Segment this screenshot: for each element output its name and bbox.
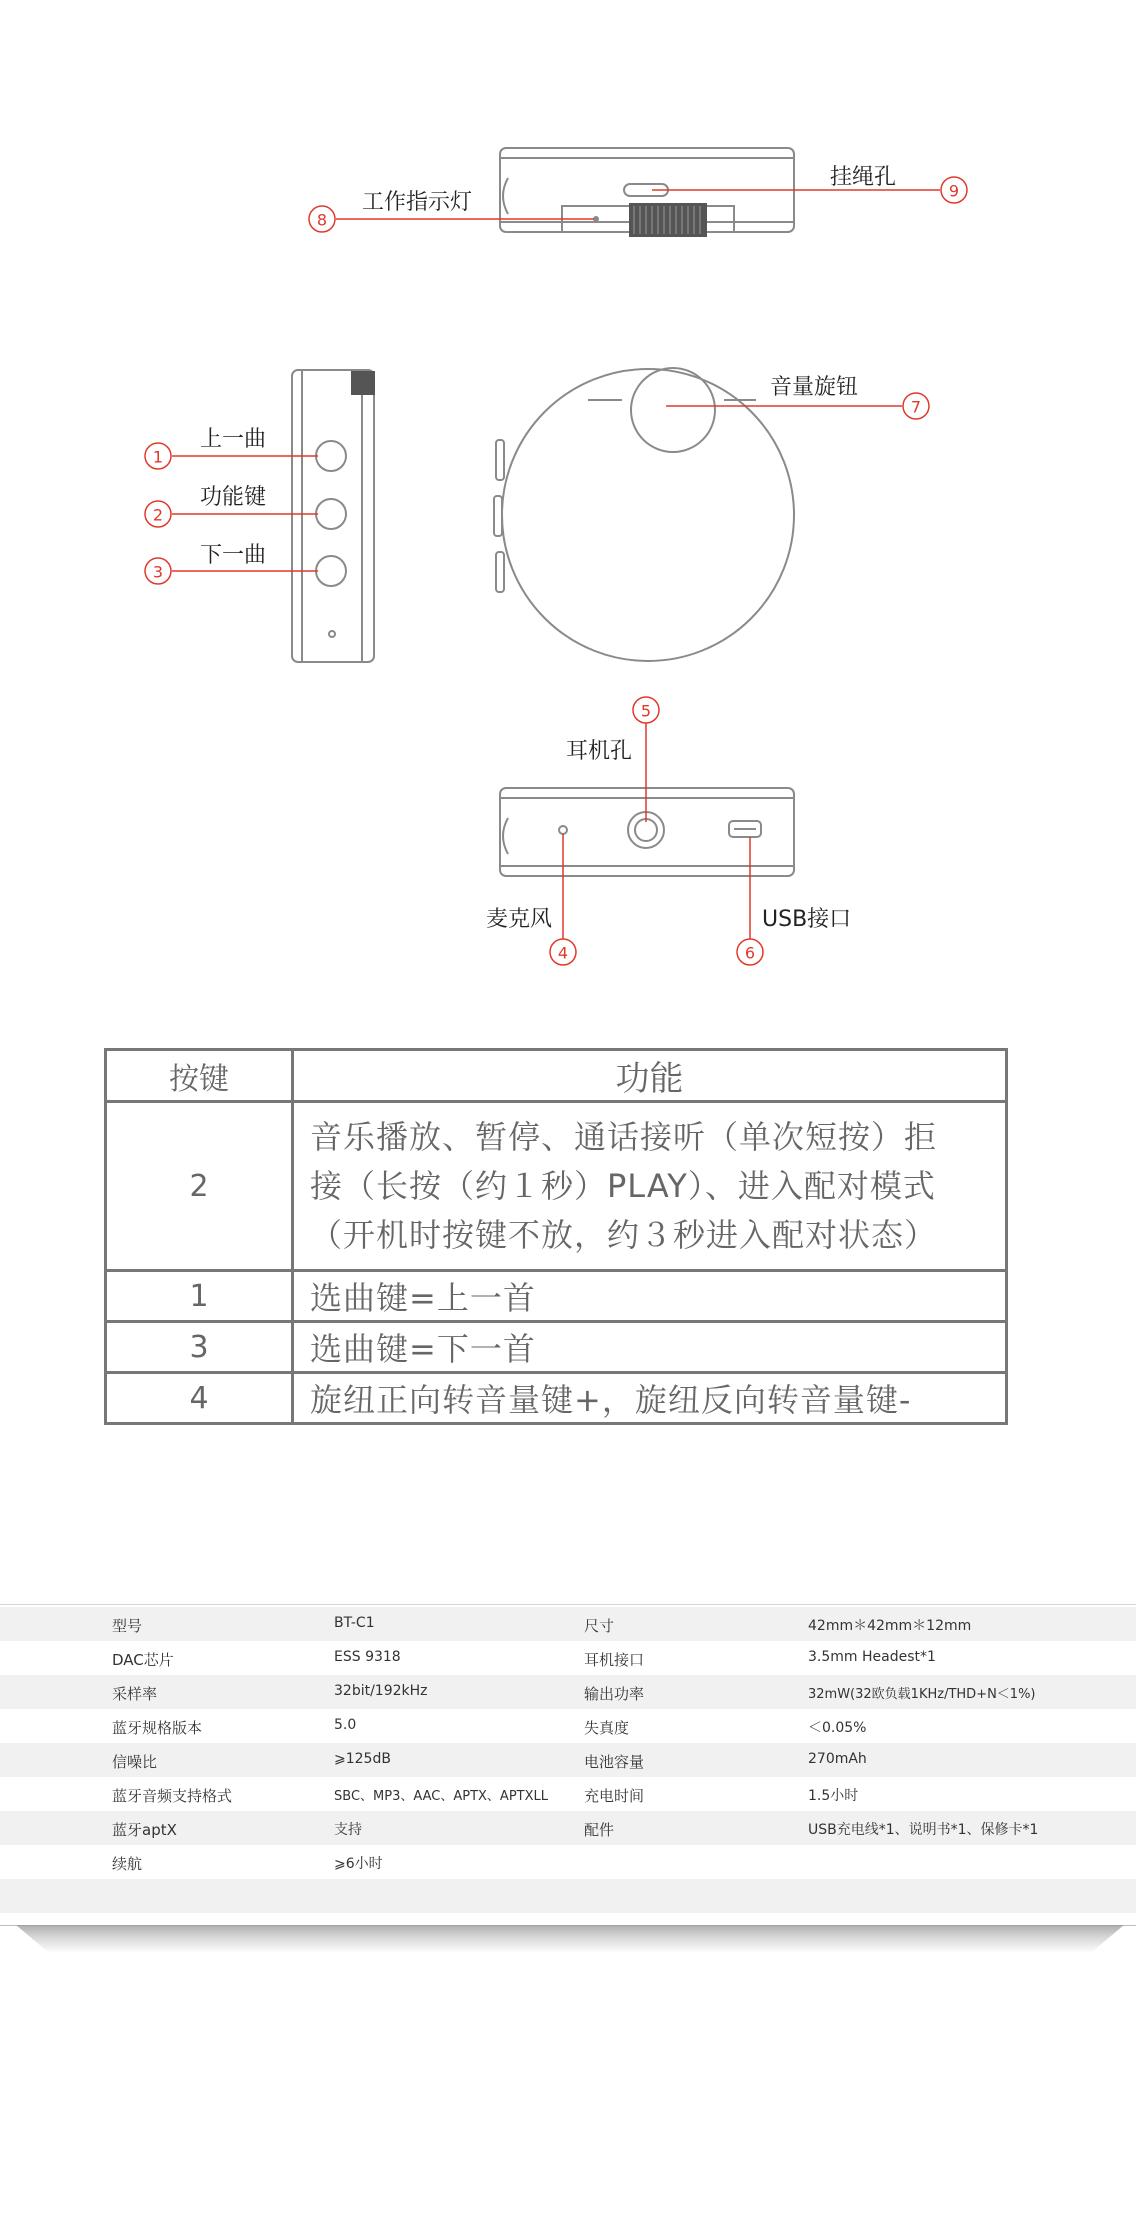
- spec-sheet: [0, 1604, 1136, 1926]
- spec-value: 3.5mm Headest*1: [808, 1649, 936, 1665]
- label-headphone-jack: 耳机孔: [566, 739, 633, 764]
- device-diagram: [0, 0, 1140, 990]
- spec-row: [0, 1811, 1136, 1845]
- table-row: [106, 1322, 1007, 1373]
- row-key: 2: [106, 1102, 293, 1271]
- label-microphone: 麦克风: [486, 907, 553, 932]
- table-row: [106, 1271, 1007, 1322]
- label-indicator-light: 工作指示灯: [362, 190, 473, 215]
- spec-key: 配件: [584, 1821, 615, 1839]
- spec-key: 蓝牙音频支持格式: [112, 1787, 233, 1805]
- spec-value: 270mAh: [808, 1751, 867, 1767]
- spec-value: 5.0: [334, 1717, 357, 1733]
- spec-row: [0, 1607, 1136, 1641]
- row-key: 3: [106, 1322, 293, 1373]
- spec-key: 信噪比: [112, 1753, 158, 1771]
- row-key: 1: [106, 1271, 293, 1322]
- side-view-device: [292, 370, 374, 662]
- spec-key: DAC芯片: [112, 1651, 174, 1669]
- spec-row: [0, 1845, 1136, 1879]
- function-line: （开机时按键不放，约３秒进入配对状态）: [310, 1215, 938, 1254]
- spec-value: 1.5小时: [808, 1788, 859, 1804]
- row-function: [293, 1102, 1007, 1271]
- spec-key: 蓝牙aptX: [112, 1821, 177, 1839]
- callout-number-7: 7: [910, 397, 922, 417]
- spec-row: [0, 1641, 1136, 1675]
- front-view-device: [494, 368, 794, 661]
- spec-key: 失真度: [584, 1719, 630, 1737]
- spec-key: 型号: [112, 1617, 143, 1635]
- spec-key: 输出功率: [584, 1685, 645, 1703]
- spec-value: 32mW(32欧负载1KHz/THD+N＜1%): [808, 1687, 1036, 1702]
- table-row: [106, 1373, 1007, 1424]
- spec-key: 蓝牙规格版本: [112, 1719, 203, 1737]
- header-key: 按键: [106, 1050, 293, 1102]
- table-row: [106, 1102, 1007, 1271]
- callout-number-4: 4: [557, 943, 569, 963]
- callout-number-2: 2: [152, 505, 164, 525]
- callout-number-3: 3: [152, 562, 164, 582]
- label-next-track: 下一曲: [200, 543, 267, 568]
- spec-key: 续航: [112, 1855, 143, 1873]
- button-function-table: [104, 1048, 1008, 1425]
- label-usb-port: USB接口: [762, 907, 852, 932]
- header-function: 功能: [293, 1050, 1007, 1102]
- spec-key: 采样率: [112, 1685, 158, 1703]
- callout-number-5: 5: [640, 701, 652, 721]
- label-prev-track: 上一曲: [200, 427, 267, 452]
- callout-number-1: 1: [152, 447, 164, 467]
- top-view-device: [500, 148, 794, 236]
- function-line: 音乐播放、暂停、通话接听（单次短按）拒: [310, 1117, 938, 1156]
- label-lanyard-hole: 挂绳孔: [830, 165, 897, 190]
- spec-key: 充电时间: [584, 1787, 645, 1805]
- spec-key: 尺寸: [584, 1617, 615, 1635]
- row-function: 选曲键=下一首: [293, 1322, 1007, 1373]
- row-function: 旋纽正向转音量键+，旋纽反向转音量键-: [293, 1373, 1007, 1424]
- spec-value: ESS 9318: [334, 1649, 401, 1665]
- function-line: 接（长按（约１秒）PLAY）、进入配对模式: [310, 1166, 936, 1205]
- label-function-key: 功能键: [200, 485, 267, 510]
- label-volume-knob: 音量旋钮: [770, 375, 859, 400]
- row-function: 选曲键=上一首: [293, 1271, 1007, 1322]
- spec-value: 42mm＊42mm＊12mm: [808, 1618, 972, 1634]
- row-key: 4: [106, 1373, 293, 1424]
- callout-number-6: 6: [744, 943, 756, 963]
- spec-row: [0, 1709, 1136, 1743]
- spec-value: SBC、MP3、AAC、APTX、APTXLL: [334, 1789, 548, 1804]
- table-header-row: [106, 1050, 1007, 1102]
- callout-number-8: 8: [316, 210, 328, 230]
- spec-value: 支持: [334, 1822, 362, 1838]
- spec-value: USB充电线*1、说明书*1、保修卡*1: [808, 1822, 1039, 1838]
- spec-sheet-shadow: [16, 1925, 1124, 1953]
- spec-value: ⩾125dB: [334, 1751, 391, 1767]
- spec-value: ＜0.05%: [808, 1720, 867, 1736]
- callout-number-9: 9: [948, 181, 960, 201]
- spec-row: [0, 1675, 1136, 1709]
- spec-value: 32bit/192kHz: [334, 1683, 428, 1699]
- spec-row: [0, 1879, 1136, 1913]
- spec-value: BT-C1: [334, 1615, 375, 1631]
- spec-key: 电池容量: [584, 1753, 645, 1771]
- spec-key: 耳机接口: [584, 1651, 645, 1669]
- spec-value: ⩾6小时: [334, 1856, 383, 1872]
- spec-row: [0, 1777, 1136, 1811]
- spec-row: [0, 1743, 1136, 1777]
